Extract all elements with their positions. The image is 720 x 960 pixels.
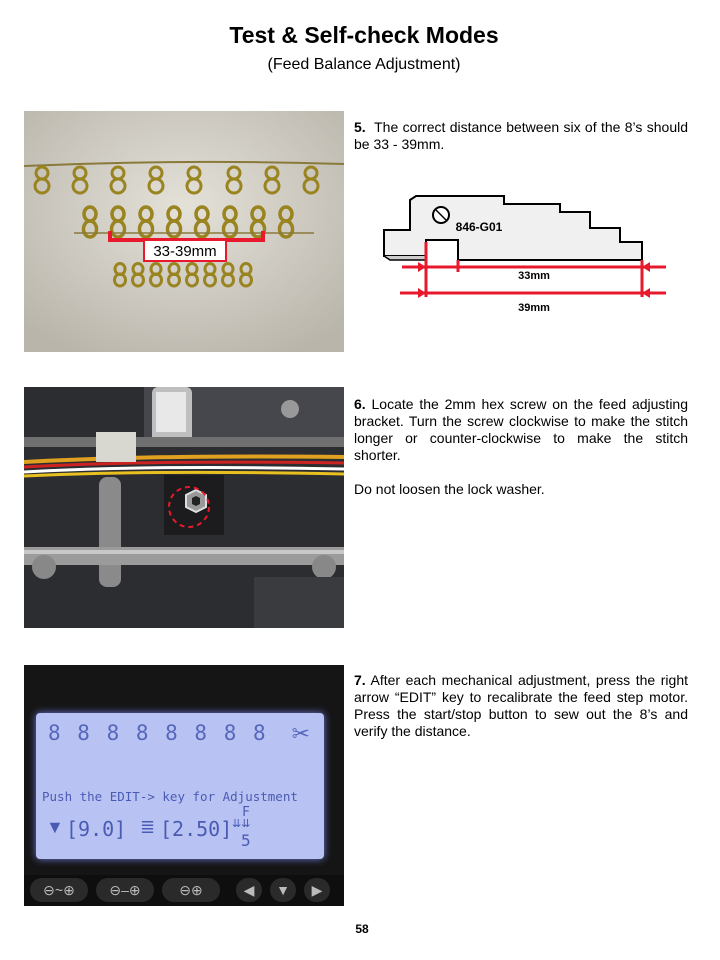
tension-adjust-button[interactable]: ⊖⊕	[162, 878, 220, 902]
lcd-feed-label: F	[242, 805, 250, 820]
lcd-feed-value: 5	[241, 831, 251, 850]
stitch-length-icon: ≣	[140, 817, 156, 837]
outer-measure-label: 39mm	[518, 302, 550, 314]
step-5-body: The correct distance between six of the 8’s should be 33 - 39mm.	[354, 119, 688, 152]
lcd-stitch-row: 8 8 8 8 8 8 8 8	[48, 721, 268, 745]
page-title: Test & Self-check Modes	[229, 22, 499, 48]
step-6-text	[354, 396, 688, 515]
fabric-sample-drawing	[24, 111, 344, 352]
lcd-display-photo	[24, 665, 344, 906]
feed-bracket-drawing	[24, 387, 344, 628]
step-6-number: 6.	[354, 396, 366, 412]
part-label: 846-G01	[455, 220, 503, 234]
scissors-icon: ✂	[291, 721, 310, 746]
step-6-note: Do not loosen the lock washer.	[354, 481, 545, 497]
lcd-width-value: [9.0]	[66, 817, 127, 841]
step-5-number: 5.	[354, 119, 366, 135]
fabric-sample-photo	[24, 111, 344, 352]
lcd-screen	[36, 713, 324, 859]
step-7-text	[354, 672, 688, 740]
length-adjust-button[interactable]: ⊖–⊕	[96, 878, 154, 902]
width-adjust-button[interactable]: ⊖~⊕	[30, 878, 88, 902]
feed-dog-icon: ⇊⇊	[232, 818, 251, 830]
bracket-outline	[384, 196, 642, 260]
lcd-message: Push the EDIT-> key for Adjustment	[42, 789, 298, 804]
measure-label: 33-39mm	[153, 243, 217, 260]
left-arrow-button[interactable]: ◀	[236, 878, 262, 902]
edit-right-arrow-button[interactable]: ▶	[304, 878, 330, 902]
step-7-number: 7.	[354, 672, 366, 688]
step-5-text	[354, 119, 688, 153]
feed-bracket-photo	[24, 387, 344, 628]
lcd-length-value: [2.50]	[160, 817, 233, 841]
stitch-width-icon: ▼	[46, 817, 64, 837]
down-arrow-button[interactable]: ▼	[270, 878, 296, 902]
page-number: 58	[355, 922, 369, 936]
bracket-diagram	[360, 180, 690, 320]
inner-measure-label: 33mm	[518, 270, 550, 282]
page-subtitle: (Feed Balance Adjustment)	[267, 56, 461, 73]
step-7-body: After each mechanical adjustment, press the right arrow “EDIT” key to recalibrate the feed step motor. Press the start/stop button to sew out the 8’s and verify the distance.	[354, 672, 688, 739]
step-6-body: Locate the 2mm hex screw on the feed adjusting bracket. Turn the screw clockwise to make the stitch longer or counter-clockwise to make the stitch shorter.	[354, 396, 688, 463]
